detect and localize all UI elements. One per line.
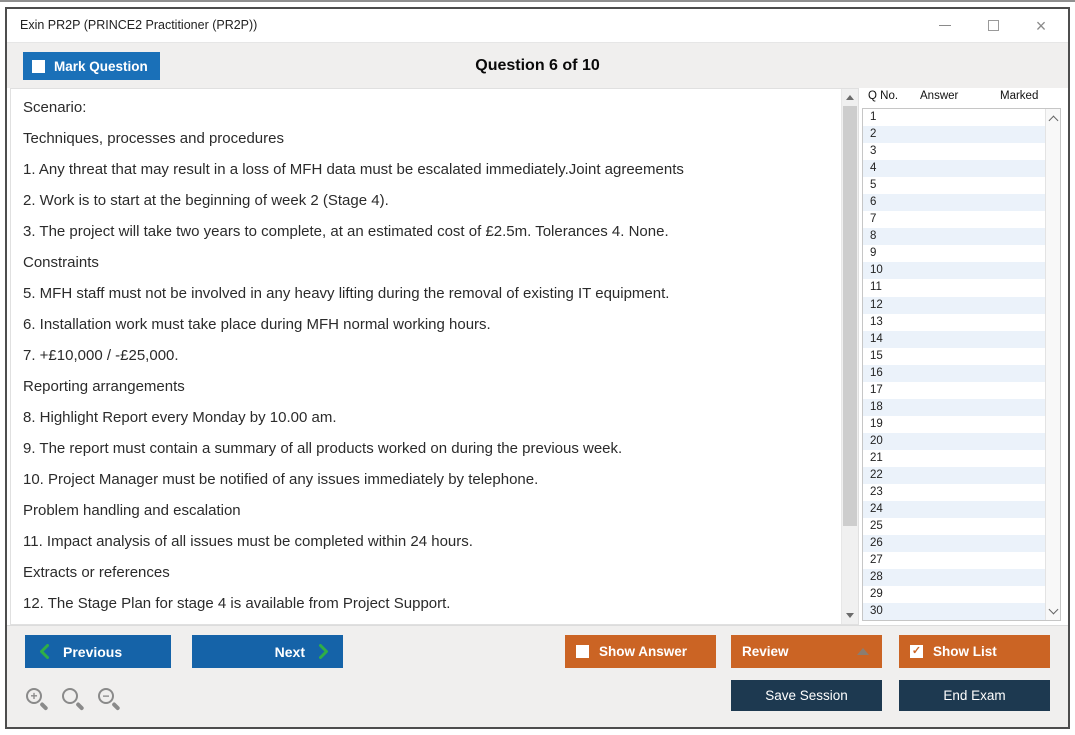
scenario-paragraph: 11. Impact analysis of all issues must be completed within 24 hours. <box>23 533 473 550</box>
scenario-paragraph: 8. Highlight Report every Monday by 10.00 am. <box>23 409 337 426</box>
minimize-icon <box>939 25 951 26</box>
row-q-number: 9 <box>870 247 877 260</box>
question-list-row[interactable] <box>863 518 1045 535</box>
next-label: Next <box>274 643 305 660</box>
question-list-row[interactable] <box>863 160 1045 177</box>
chevron-right-icon <box>319 644 329 659</box>
scenario-paragraph: 9. The report must contain a summary of all products worked on during the previous week. <box>23 440 623 457</box>
list-scroll-up-button[interactable] <box>1046 112 1060 128</box>
scroll-down-button[interactable] <box>842 607 858 624</box>
row-q-number: 10 <box>870 264 883 277</box>
question-list-row[interactable] <box>863 177 1045 194</box>
row-q-number: 1 <box>870 111 877 123</box>
row-q-number: 18 <box>870 400 883 413</box>
window-title: Exin PR2P (PRINCE2 Practitioner (PR2P)) <box>20 18 258 32</box>
column-marked: Marked <box>1000 90 1039 102</box>
row-q-number: 21 <box>870 451 883 464</box>
list-scroll-down-button[interactable] <box>1046 601 1060 617</box>
question-list-row[interactable] <box>863 331 1045 348</box>
question-list-row[interactable] <box>863 399 1045 416</box>
row-q-number: 23 <box>870 486 883 499</box>
chevron-down-icon <box>1048 604 1058 614</box>
question-list-row[interactable] <box>863 382 1045 399</box>
question-header-bar <box>7 42 1068 88</box>
show-list-button[interactable] <box>899 635 1050 668</box>
zoom-out-button[interactable] <box>97 687 122 714</box>
zoom-in-icon: + <box>26 688 42 704</box>
question-list-row[interactable] <box>863 365 1045 382</box>
question-list-row[interactable] <box>863 603 1045 620</box>
column-q-no: Q No. <box>868 90 899 102</box>
row-q-number: 25 <box>870 520 883 533</box>
question-list-row[interactable] <box>863 126 1045 143</box>
question-list-row[interactable] <box>863 416 1045 433</box>
row-q-number: 28 <box>870 571 883 584</box>
end-exam-button[interactable] <box>899 680 1050 711</box>
question-list-row[interactable] <box>863 501 1045 518</box>
row-q-number: 26 <box>870 537 883 550</box>
row-q-number: 7 <box>870 213 877 226</box>
scenario-scrollbar[interactable] <box>841 89 858 624</box>
row-q-number: 14 <box>870 332 883 345</box>
question-list-row[interactable] <box>863 450 1045 467</box>
question-list-row[interactable] <box>863 279 1045 296</box>
next-button[interactable] <box>192 635 343 668</box>
chevron-left-icon <box>39 644 49 659</box>
question-list-row[interactable] <box>863 552 1045 569</box>
question-counter: Question 6 of 10 <box>475 57 600 74</box>
row-q-number: 2 <box>870 128 877 141</box>
scenario-paragraph: Techniques, processes and procedures <box>23 130 284 147</box>
row-q-number: 24 <box>870 503 883 516</box>
question-list-row[interactable] <box>863 586 1045 603</box>
question-list-row[interactable] <box>863 109 1045 126</box>
question-list-row[interactable] <box>863 535 1045 552</box>
question-list-row[interactable] <box>863 569 1045 586</box>
window-controls <box>932 9 1054 42</box>
background-window-edge <box>0 0 1075 2</box>
save-session-button[interactable] <box>731 680 882 711</box>
footer-bar <box>7 625 1068 727</box>
scenario-paragraph: Reporting arrangements <box>23 378 185 395</box>
row-q-number: 12 <box>870 298 883 311</box>
scroll-up-button[interactable] <box>842 89 858 106</box>
question-list-rows <box>863 109 1045 620</box>
end-exam-label: End Exam <box>943 688 1006 703</box>
show-list-label: Show List <box>933 644 997 659</box>
row-q-number: 5 <box>870 179 877 192</box>
title-bar <box>7 9 1068 42</box>
question-list-box <box>862 108 1061 621</box>
question-list-row[interactable] <box>863 467 1045 484</box>
row-q-number: 16 <box>870 366 883 379</box>
close-icon: × <box>1035 15 1047 36</box>
row-q-number: 20 <box>870 434 883 447</box>
scenario-paragraph: 6. Installation work must take place during MFH normal working hours. <box>23 316 491 333</box>
triangle-down-icon <box>846 613 854 618</box>
magnifier-icon <box>62 688 78 704</box>
question-list-row[interactable] <box>863 484 1045 501</box>
question-list-row[interactable] <box>863 314 1045 331</box>
row-q-number: 3 <box>870 145 877 158</box>
save-session-label: Save Session <box>765 688 848 703</box>
scenario-paragraph: Extracts or references <box>23 564 170 581</box>
question-list-row[interactable] <box>863 348 1045 365</box>
zoom-toolbar <box>25 687 122 714</box>
row-q-number: 8 <box>870 230 877 243</box>
row-q-number: 11 <box>870 281 882 294</box>
row-q-number: 19 <box>870 417 883 430</box>
scenario-text <box>11 89 858 613</box>
scenario-paragraph: Problem handling and escalation <box>23 502 241 519</box>
question-list-row[interactable] <box>863 297 1045 314</box>
scenario-panel <box>10 88 859 625</box>
triangle-up-icon <box>846 95 854 100</box>
scenario-paragraph: Constraints <box>23 254 99 271</box>
show-answer-button[interactable] <box>565 635 716 668</box>
row-q-number: 30 <box>870 605 883 618</box>
main-area <box>7 88 1068 625</box>
question-list-row[interactable] <box>863 228 1045 245</box>
zoom-reset-button[interactable] <box>61 687 86 714</box>
app-window <box>5 7 1070 729</box>
review-label: Review <box>742 644 789 659</box>
chevron-up-icon <box>1048 115 1058 125</box>
scenario-paragraph: 10. Project Manager must be notified of any issues immediately by telephone. <box>23 471 539 488</box>
minimize-button[interactable] <box>932 13 958 39</box>
question-list-panel <box>862 88 1062 625</box>
question-list-scrollbar[interactable] <box>1045 109 1060 620</box>
check-icon: ✓ <box>911 645 922 657</box>
maximize-button[interactable] <box>980 13 1006 39</box>
question-list-row[interactable] <box>863 211 1045 228</box>
scenario-paragraph: 7. +£10,000 / -£25,000. <box>23 347 179 364</box>
review-button[interactable] <box>731 635 882 668</box>
question-list-row[interactable] <box>863 194 1045 211</box>
mark-question-label: Mark Question <box>54 58 148 74</box>
column-answer: Answer <box>920 90 959 102</box>
question-list-header <box>862 88 1062 108</box>
triangle-up-icon <box>857 648 869 655</box>
zoom-in-button[interactable] <box>25 687 50 714</box>
question-list-row[interactable] <box>863 143 1045 160</box>
show-list-checkbox[interactable] <box>910 645 923 658</box>
row-q-number: 15 <box>870 349 883 362</box>
scenario-paragraph: Scenario: <box>23 99 87 116</box>
scenario-paragraph: 5. MFH staff must not be involved in any heavy lifting during the removal of existing IT equipment. <box>23 285 670 302</box>
row-q-number: 4 <box>870 162 877 175</box>
row-q-number: 6 <box>870 196 877 209</box>
show-answer-label: Show Answer <box>599 644 688 659</box>
previous-label: Previous <box>63 643 123 660</box>
row-q-number: 13 <box>870 315 883 328</box>
mark-question-button[interactable] <box>23 52 160 80</box>
question-list-row[interactable] <box>863 433 1045 450</box>
close-button[interactable] <box>1028 13 1054 39</box>
scenario-paragraph: 2. Work is to start at the beginning of week 2 (Stage 4). <box>23 192 389 209</box>
scenario-paragraph: 1. Any threat that may result in a loss of MFH data must be escalated immediately.Joint agreements <box>23 161 684 178</box>
show-answer-checkbox[interactable] <box>576 645 589 658</box>
row-q-number: 17 <box>870 383 883 396</box>
row-q-number: 29 <box>870 588 883 601</box>
previous-button[interactable] <box>25 635 171 668</box>
question-list-row[interactable] <box>863 245 1045 262</box>
row-q-number: 22 <box>870 468 883 481</box>
zoom-out-icon: − <box>98 688 114 704</box>
scenario-paragraph: 3. The project will take two years to complete, at an estimated cost of £2.5m. Tolerances 4. None. <box>23 223 669 240</box>
mark-question-checkbox[interactable] <box>32 60 45 73</box>
question-list-row[interactable] <box>863 262 1045 279</box>
maximize-icon <box>988 20 999 31</box>
scenario-paragraph: 12. The Stage Plan for stage 4 is available from Project Support. <box>23 595 451 612</box>
row-q-number: 27 <box>870 554 883 567</box>
scrollbar-thumb[interactable] <box>843 106 857 526</box>
